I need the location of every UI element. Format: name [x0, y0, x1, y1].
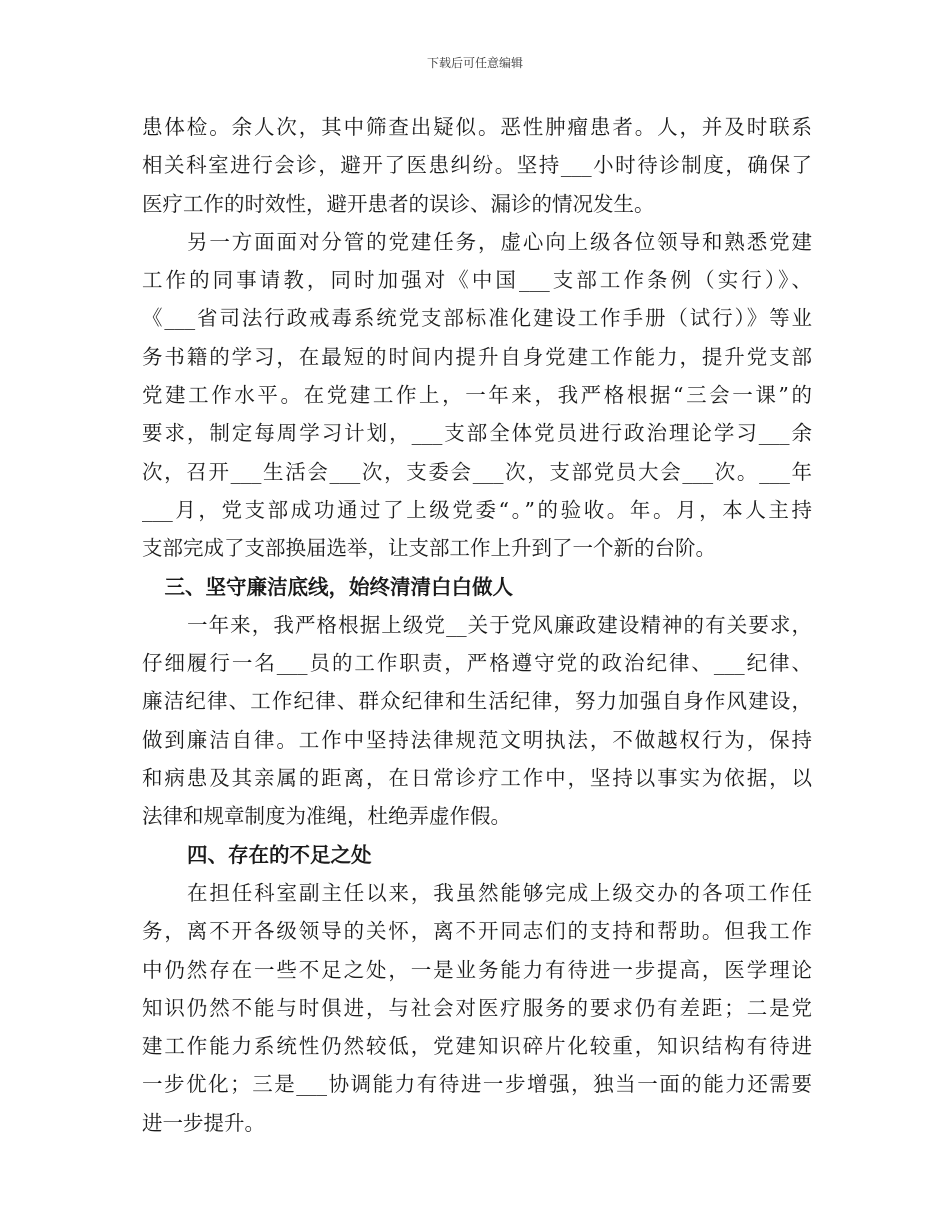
text-line: 一步优化；三是___协调能力有待进一步增强，独当一面的能力还需要 — [142, 1072, 812, 1097]
text-line: 廉洁纪律、工作纪律、群众纪律和生活纪律，努力加强自身作风建设， — [142, 689, 812, 714]
text-line: 务，离不开各级领导的关怀，离不开同志们的支持和帮助。但我工作 — [142, 919, 812, 944]
text-line: 和病患及其亲属的距离，在日常诊疗工作中，坚持以事实为依据，以 — [142, 766, 812, 791]
text-line: 要求，制定每周学习计划，___支部全体党员进行政治理论学习___余 — [142, 421, 812, 446]
text-line: 务书籍的学习，在最短的时间内提升自身党建工作能力，提升党支部 — [142, 344, 812, 369]
text-line: 仔细履行一名___员的工作职责，严格遵守党的政治纪律、___纪律、 — [142, 651, 812, 676]
text-line: 党建工作水平。在党建工作上，一年来，我严格根据“三会一课”的 — [142, 383, 812, 408]
text-line: 法律和规章制度为准绳，杜绝弄虚作假。 — [142, 804, 511, 829]
text-line: 相关科室进行会诊，避开了医患纠纷。坚持___小时待诊制度，确保了 — [142, 153, 812, 178]
text-line: 做到廉洁自律。工作中坚持法律规范文明执法，不做越权行为，保持 — [142, 727, 812, 752]
text-line: 一年来，我严格根据上级党__关于党风廉政建设精神的有关要求， — [187, 612, 812, 637]
text-line: 次，召开___生活会___次，支委会___次，支部党员大会___次。___年 — [142, 459, 812, 484]
text-line: 中仍然存在一些不足之处，一是业务能力有待进一步提高，医学理论 — [142, 957, 812, 982]
text-line: 知识仍然不能与时俱进，与社会对医疗服务的要求仍有差距；二是党 — [142, 995, 812, 1020]
text-line: 患体检。余人次，其中筛查出疑似。恶性肿瘤患者。人，并及时联系 — [142, 115, 812, 139]
text-line: 工作的同事请教，同时加强对《中国___支部工作条例（实行）》、 — [142, 268, 812, 293]
text-line: ___月，党支部成功通过了上级党委“。”的验收。年。月，本人主持 — [142, 497, 812, 522]
page-header: 下载后可任意编辑 — [426, 56, 523, 70]
text-line: 建工作能力系统性仍然较低，党建知识碎片化较重，知识结构有待进 — [142, 1034, 812, 1059]
text-line: 支部完成了支部换届选举，让支部工作上升到了一个新的台阶。 — [142, 536, 716, 561]
text-line: 在担任科室副主任以来，我虽然能够完成上级交办的各项工作任 — [187, 880, 812, 905]
section-heading: 四、存在的不足之处 — [187, 842, 372, 867]
section-heading: 三、坚守廉洁底线，始终清清白白做人 — [164, 574, 513, 599]
text-line: 进一步提升。 — [142, 1110, 265, 1135]
text-line: 医疗工作的时效性，避开患者的误诊、漏诊的情况发生。 — [142, 191, 655, 216]
text-line: 另一方面面对分管的党建任务，虚心向上级各位领导和熟悉党建 — [187, 229, 812, 254]
document-body — [142, 108, 812, 1142]
text-line: 《___省司法行政戒毒系统党支部标准化建设工作手册（试行）》等业 — [142, 306, 812, 331]
